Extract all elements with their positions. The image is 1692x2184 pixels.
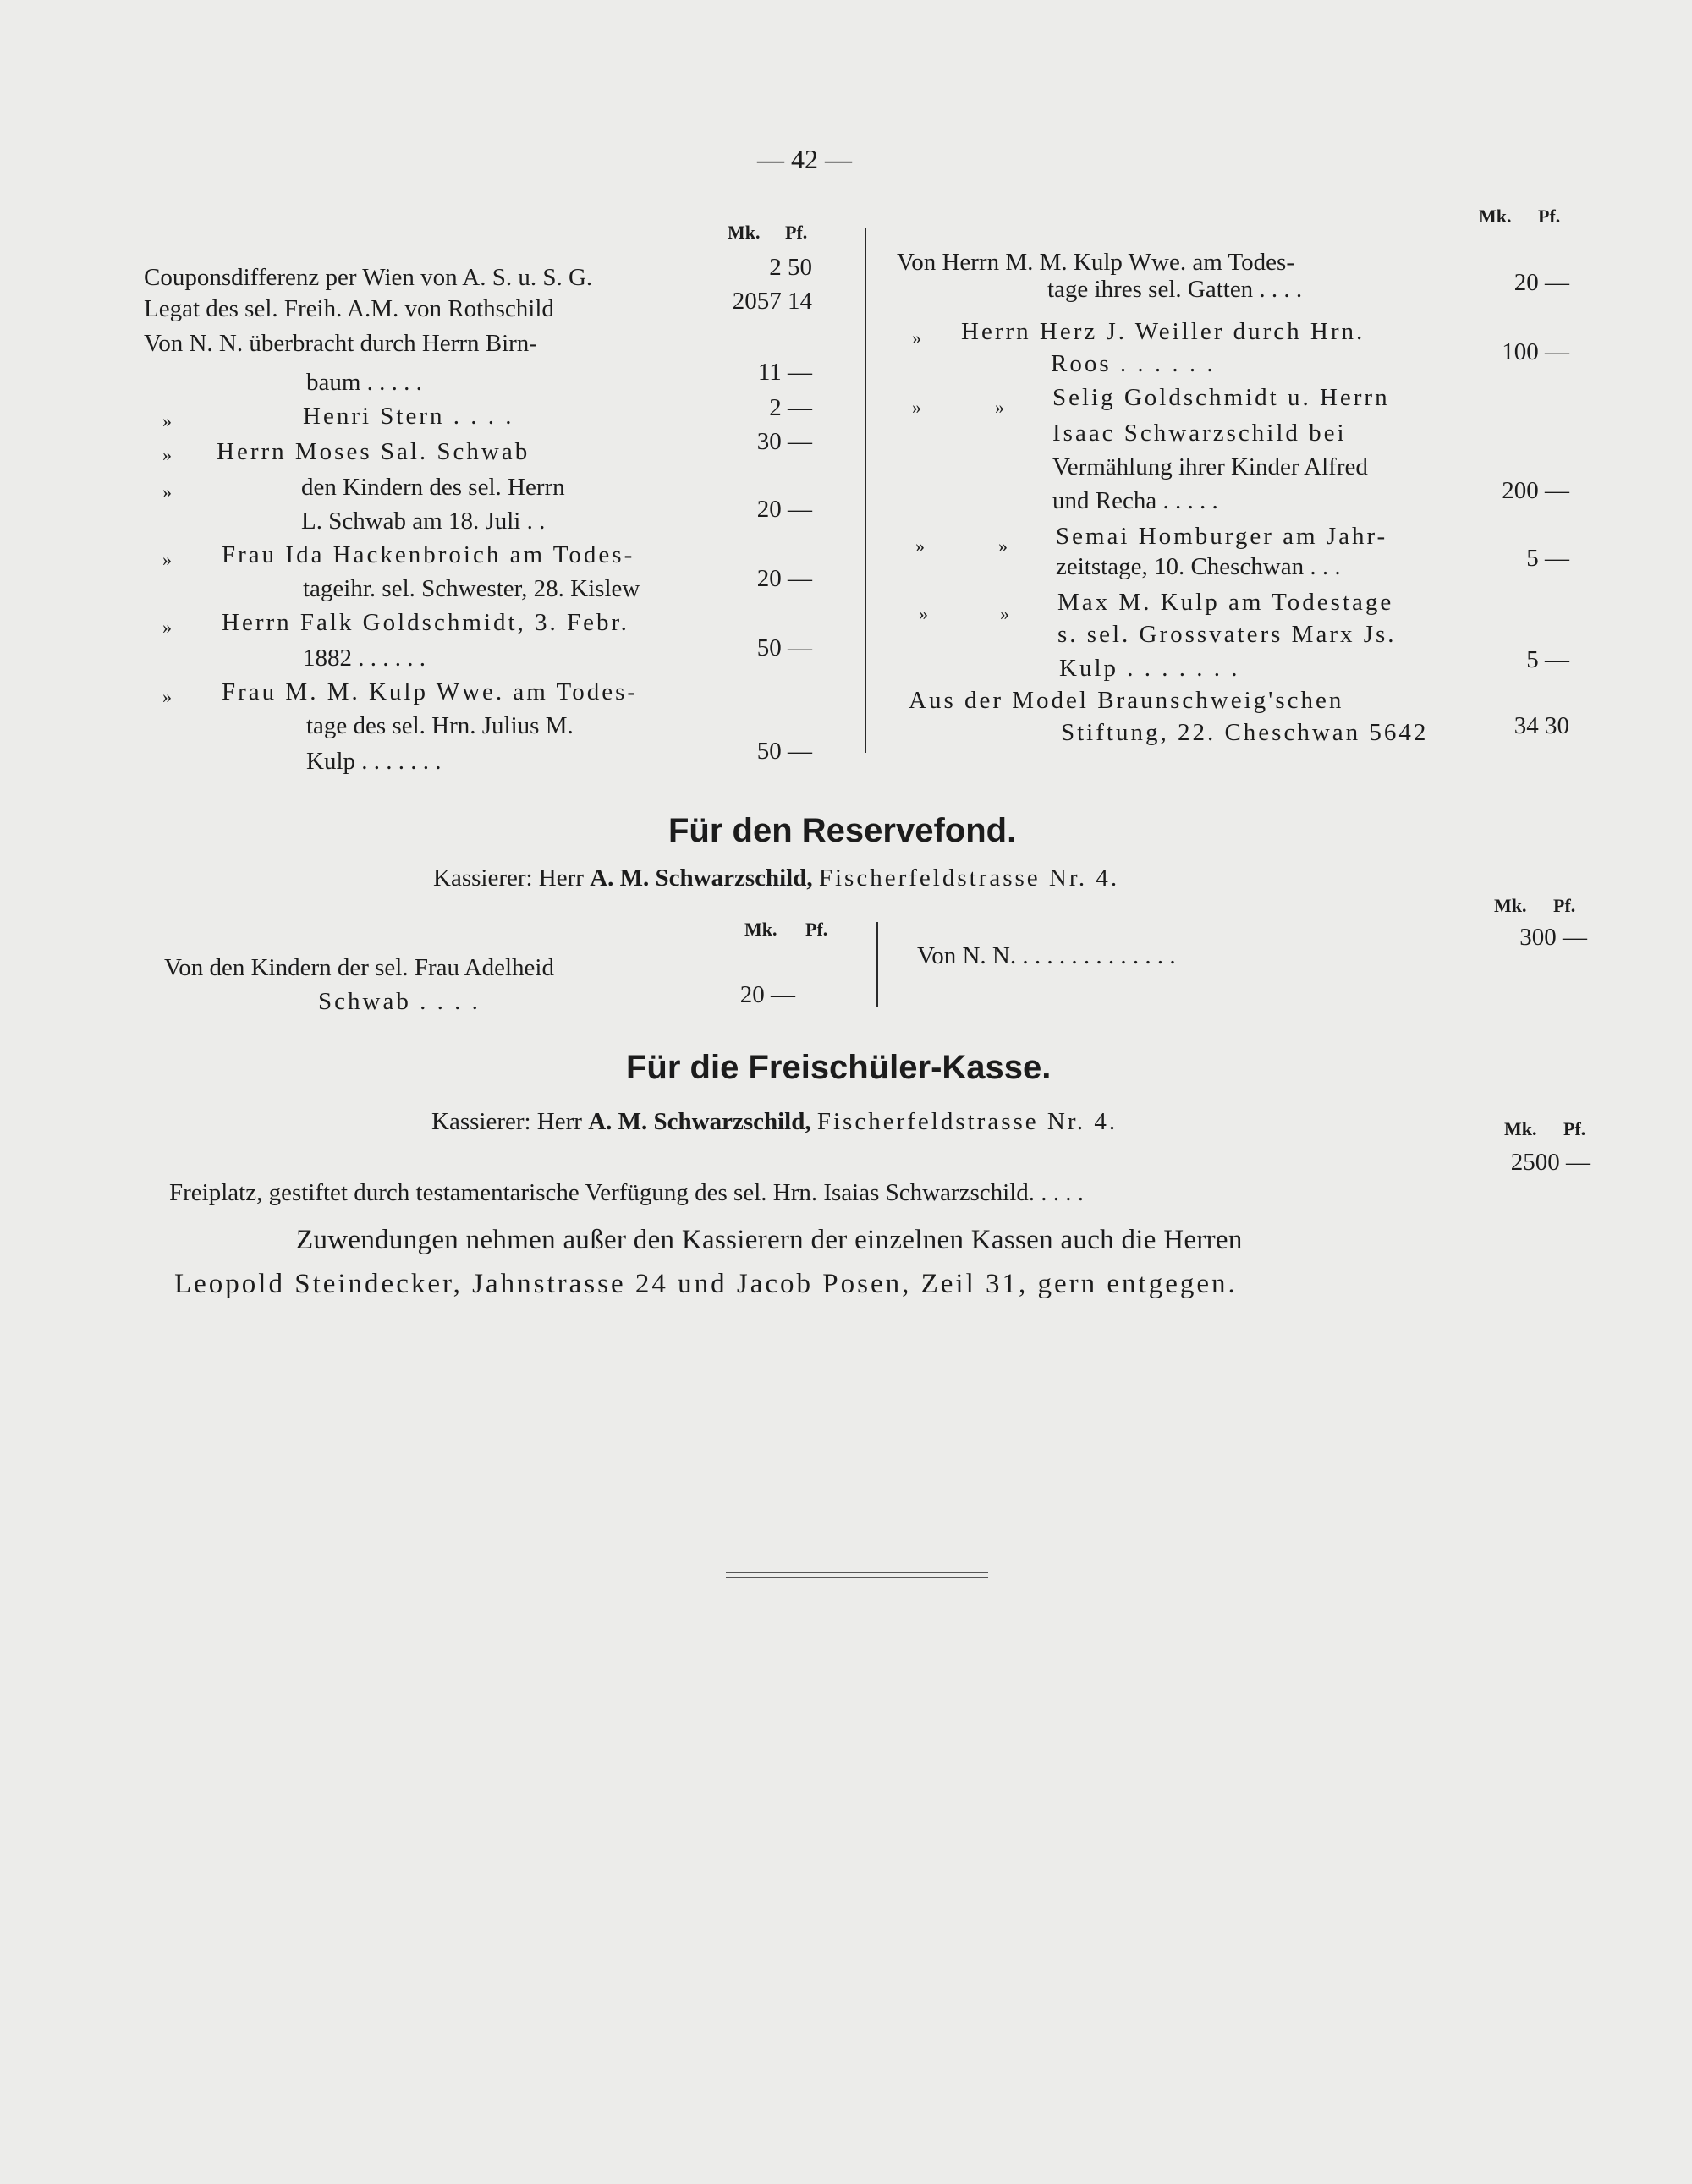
list-item: Stiftung, 22. Cheschwan 5642 bbox=[1061, 719, 1429, 746]
amount: 2057 14 bbox=[732, 288, 812, 315]
list-item: Von Herrn M. M. Kulp Wwe. am Todes- bbox=[897, 249, 1294, 276]
cashier-label: Kassierer: Herr bbox=[431, 1108, 582, 1135]
list-item: Kulp . . . . . . . bbox=[306, 748, 442, 775]
list-item: Schwab . . . . bbox=[318, 988, 481, 1015]
ditto-mark: » bbox=[919, 603, 928, 624]
amount: 50 — bbox=[756, 738, 812, 765]
page-number: — 42 — bbox=[757, 144, 852, 174]
list-item: s. sel. Grossvaters Marx Js. bbox=[1058, 621, 1397, 648]
ditto-mark: » bbox=[162, 686, 172, 707]
amount: 11 — bbox=[757, 359, 812, 386]
mk-header: Mk. bbox=[1494, 895, 1527, 916]
list-item: Aus der Model Braunschweig'schen bbox=[909, 687, 1344, 714]
list-item: Couponsdifferenz per Wien von A. S. u. S. G. bbox=[144, 264, 593, 291]
ditto-mark: » bbox=[162, 549, 172, 570]
column-divider bbox=[865, 228, 866, 753]
closing-line: Leopold Steindecker, Jahnstrasse 24 und Jacob Posen, Zeil 31, gern entgegen. bbox=[174, 1269, 1238, 1299]
mk-header: Mk. bbox=[1504, 1118, 1537, 1139]
amount: 20 — bbox=[756, 565, 812, 592]
list-item: Von N. N. überbracht durch Herrn Birn- bbox=[144, 330, 537, 357]
cashier-line bbox=[431, 1108, 1118, 1136]
amount: 20 — bbox=[739, 981, 795, 1008]
divider-rule bbox=[726, 1572, 988, 1573]
list-item: Vermählung ihrer Kinder Alfred bbox=[1052, 453, 1368, 480]
list-item: tageihr. sel. Schwester, 28. Kislew bbox=[303, 575, 640, 602]
ditto-mark: » bbox=[998, 535, 1008, 557]
list-item: tage des sel. Hrn. Julius M. bbox=[306, 712, 574, 739]
list-item: Isaac Schwarzschild bei bbox=[1052, 420, 1347, 447]
ditto-mark: » bbox=[1000, 603, 1009, 624]
list-item: Herrn Herz J. Weiller durch Hrn. bbox=[961, 318, 1365, 345]
ditto-mark: » bbox=[162, 617, 172, 638]
amount: 5 — bbox=[1526, 545, 1569, 572]
list-item: 1882 . . . . . . bbox=[303, 645, 426, 672]
mk-header: Mk. bbox=[744, 919, 777, 940]
amount: 2 50 bbox=[769, 254, 812, 281]
pf-header: Pf. bbox=[1563, 1118, 1586, 1139]
list-item: baum . . . . . bbox=[306, 369, 422, 396]
cashier-name: A. M. Schwarzschild, bbox=[590, 864, 813, 892]
ditto-mark: » bbox=[162, 481, 172, 502]
list-item: Roos . . . . . . bbox=[1051, 350, 1216, 377]
amount: 5 — bbox=[1526, 646, 1569, 673]
amount: 34 30 bbox=[1513, 712, 1569, 739]
amount: 2500 — bbox=[1510, 1149, 1590, 1176]
list-item: Von den Kindern der sel. Frau Adelheid bbox=[164, 954, 554, 981]
amount: 20 — bbox=[756, 496, 812, 523]
ditto-mark: » bbox=[912, 397, 921, 418]
section-title: Für die Freischüler-Kasse. bbox=[626, 1049, 1052, 1086]
list-item: zeitstage, 10. Cheschwan . . . bbox=[1056, 553, 1341, 580]
pf-header-right: Pf. bbox=[1538, 206, 1561, 227]
list-item: tage ihres sel. Gatten . . . . bbox=[1047, 276, 1303, 303]
list-item: L. Schwab am 18. Juli . . bbox=[301, 508, 546, 535]
ditto-mark: » bbox=[915, 535, 925, 557]
pf-header-left: Pf. bbox=[785, 222, 808, 243]
list-item: Herrn Moses Sal. Schwab bbox=[217, 438, 530, 465]
list-item: Freiplatz, gestiftet durch testamentarische Verfügung des sel. Hrn. Isaias Schwarzschild. . . . . bbox=[169, 1179, 1085, 1206]
column-divider bbox=[876, 922, 878, 1007]
cashier-address: Fischerfeldstrasse Nr. 4. bbox=[818, 864, 1120, 892]
list-item: den Kindern des sel. Herrn bbox=[301, 474, 565, 501]
pf-header: Pf. bbox=[805, 919, 828, 940]
cashier-address: Fischerfeldstrasse Nr. 4. bbox=[816, 1108, 1118, 1135]
pf-header: Pf. bbox=[1553, 895, 1576, 916]
amount: 2 — bbox=[769, 394, 812, 421]
list-item: Selig Goldschmidt u. Herrn bbox=[1052, 384, 1390, 411]
list-item: Henri Stern . . . . bbox=[303, 403, 514, 430]
mk-header-left: Mk. bbox=[728, 222, 761, 243]
list-item: Herrn Falk Goldschmidt, 3. Febr. bbox=[222, 609, 629, 636]
ditto-mark: » bbox=[995, 397, 1004, 418]
cashier-label: Kassierer: Herr bbox=[433, 864, 584, 892]
list-item: Frau M. M. Kulp Wwe. am Todes- bbox=[222, 678, 639, 705]
mk-header-right: Mk. bbox=[1479, 206, 1512, 227]
list-item: Legat des sel. Freih. A.M. von Rothschild bbox=[144, 295, 554, 322]
amount: 50 — bbox=[756, 634, 812, 661]
list-item: Semai Homburger am Jahr- bbox=[1056, 523, 1388, 550]
ditto-mark: » bbox=[162, 444, 172, 465]
amount: 200 — bbox=[1502, 477, 1569, 504]
amount: 30 — bbox=[756, 428, 812, 455]
list-item: Kulp . . . . . . . bbox=[1059, 655, 1240, 682]
cashier-line bbox=[433, 864, 1119, 892]
list-item: und Recha . . . . . bbox=[1052, 487, 1218, 514]
section-title: Für den Reservefond. bbox=[668, 812, 1017, 849]
divider-rule bbox=[726, 1577, 988, 1578]
ditto-mark: » bbox=[912, 327, 921, 348]
amount: 300 — bbox=[1519, 924, 1587, 951]
list-item: Frau Ida Hackenbroich am Todes- bbox=[222, 541, 635, 568]
cashier-name: A. M. Schwarzschild, bbox=[588, 1108, 811, 1135]
closing-line: Zuwendungen nehmen außer den Kassierern der einzelnen Kassen auch die Herren bbox=[296, 1225, 1243, 1255]
list-item: Max M. Kulp am Todestage bbox=[1058, 589, 1394, 616]
amount: 20 — bbox=[1513, 269, 1569, 296]
list-item: Von N. N. . . . . . . . . . . . . . bbox=[917, 942, 1176, 969]
amount: 100 — bbox=[1502, 338, 1569, 365]
ditto-mark: » bbox=[162, 410, 172, 431]
